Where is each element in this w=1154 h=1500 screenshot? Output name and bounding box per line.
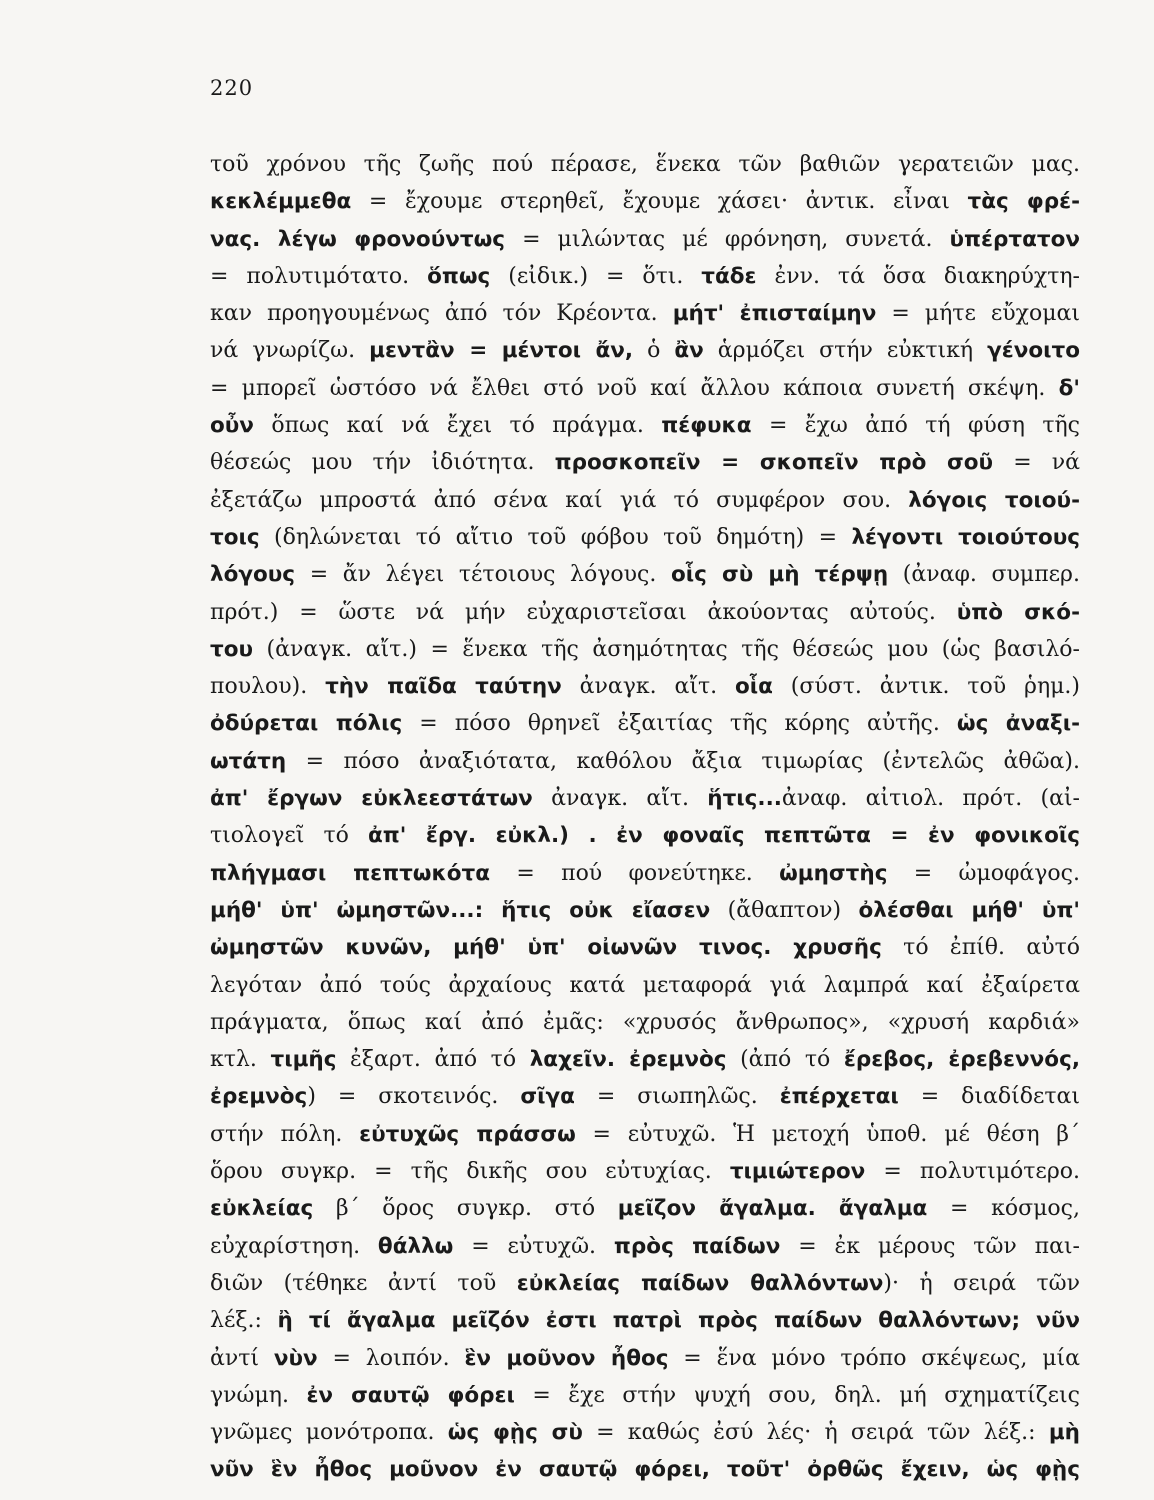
- gloss-text: = μπορεῖ ὡστόσο νά ἔλθει στό νοῦ καί ἄλλου κάποια συνετή σκέψη.: [210, 375, 1059, 401]
- gloss-text: νά γνωρίζω.: [210, 338, 370, 364]
- bold-lemma: πλήγμασι πεπτωκότα: [210, 860, 491, 886]
- bold-lemma: του: [210, 636, 254, 662]
- gloss-text: στήν πόλη.: [210, 1121, 360, 1147]
- gloss-text: = μιλώντας μέ φρόνηση, συνετά.: [505, 226, 950, 252]
- gloss-text: κτλ.: [210, 1047, 271, 1073]
- bold-lemma: ὠμηστῶν κυνῶν, μήθ' ὑπ' οἰωνῶν τινος. χρυσῆς: [210, 935, 882, 961]
- text-line: [210, 407, 1080, 444]
- gloss-text: ἐξετάζω μπροστά ἀπό σένα καί γιά τό συμφέρον σου.: [210, 487, 909, 513]
- bold-lemma: ὡς ἀναξι-: [956, 711, 1080, 737]
- text-line: [210, 817, 1080, 854]
- gloss-text: = ὠμοφάγος.: [887, 860, 1080, 886]
- gloss-text: διῶν (τέθηκε ἀντί τοῦ: [210, 1270, 517, 1296]
- bold-lemma: ἂν: [674, 338, 704, 364]
- bold-lemma: εὐκλείας: [210, 1196, 314, 1222]
- gloss-text: τό ἐπίθ. αὐτό: [881, 935, 1080, 961]
- gloss-text: = πολυτιμότατο.: [210, 263, 428, 289]
- gloss-text: = ἕνα μόνο τρόπο σκέψεως, μία: [668, 1345, 1080, 1371]
- bold-lemma: ὠμηστὴς: [779, 860, 888, 886]
- text-line: [210, 1414, 1080, 1451]
- bold-lemma: λέγοντι τοιούτους: [851, 524, 1080, 550]
- gloss-text: ἀντί: [210, 1345, 274, 1371]
- gloss-text: = μήτε εὔχομαι: [876, 301, 1080, 327]
- text-line: [210, 1004, 1080, 1041]
- gloss-text: = ἔχουμε στερηθεῖ, ἔχουμε χάσει· ἀντικ. εἶναι: [351, 189, 968, 215]
- text-line: [210, 482, 1080, 519]
- text-line: [210, 1340, 1080, 1377]
- text-line: [210, 929, 1080, 966]
- gloss-text: ὅπως καί νά ἔχει τό πράγμα.: [253, 413, 662, 439]
- text-line: [210, 370, 1080, 407]
- bold-lemma: λόγους: [210, 562, 296, 588]
- text-line: [210, 1451, 1080, 1488]
- bold-lemma: ἔρεβος, ἐρεβεννός,: [843, 1047, 1080, 1073]
- gloss-text: πρότ.) = ὥστε νά μήν εὐχαριστεῖσαι ἀκούοντας αὐτούς.: [210, 599, 957, 625]
- bold-lemma: νας. λέγω φρονούντως: [210, 226, 506, 252]
- gloss-text: ἀναφ. αἰτιολ. πρότ. (αἰ-: [781, 786, 1080, 812]
- bold-lemma: γένοιτο: [987, 338, 1080, 364]
- gloss-text: = λοιπόν.: [317, 1345, 465, 1371]
- gloss-text: ἐξαρτ. ἀπό τό: [336, 1047, 530, 1073]
- commentary-text: [210, 146, 1080, 1489]
- text-line: [210, 556, 1080, 593]
- text-line: [210, 1041, 1080, 1078]
- gloss-text: = ἄν λέγει τέτοιους λόγους.: [295, 562, 671, 588]
- text-line: [210, 1190, 1080, 1227]
- bold-lemma: μεῖζον ἄγαλμα. ἄγαλμα: [617, 1196, 928, 1222]
- gloss-text: λέξ.:: [210, 1308, 278, 1334]
- bold-lemma: ἥτις...: [707, 786, 782, 812]
- bold-lemma: ὀδύρεται πόλις: [210, 711, 403, 737]
- gloss-text: = πολυτιμότερο.: [865, 1159, 1080, 1185]
- bold-lemma: τὰς φρέ-: [967, 189, 1080, 215]
- bold-lemma: προσκοπεῖν = σκοπεῖν πρὸ σοῦ: [554, 450, 994, 476]
- bold-lemma: ἐπέρχεται: [779, 1084, 899, 1110]
- bold-lemma: τὴν παῖδα ταύτην: [325, 674, 562, 700]
- bold-lemma: σῖγα: [520, 1084, 575, 1110]
- gloss-text: γνῶμες μονότροπα.: [210, 1420, 448, 1446]
- text-line: [210, 594, 1080, 631]
- text-line: [210, 1078, 1080, 1115]
- gloss-text: β΄ ὅρος συγκρ. στό: [313, 1196, 618, 1222]
- gloss-text: ἁρμόζει στήν εὐκτική: [703, 338, 988, 364]
- gloss-text: = πόσο ἀναξιότατα, καθόλου ἄξια τιμωρίας (ἐντελῶς ἀθῶα).: [286, 748, 1080, 774]
- bold-lemma: εὐκλείας παίδων θαλλόντων: [516, 1270, 884, 1296]
- gloss-text: (ἄθαπτον): [710, 897, 859, 923]
- gloss-text: (εἰδικ.) = ὅτι.: [490, 263, 702, 289]
- gloss-text: )· ἡ σειρά τῶν: [883, 1270, 1080, 1296]
- bold-lemma: πέφυκα: [661, 413, 752, 439]
- text-line: [210, 332, 1080, 369]
- bold-lemma: οἷα: [734, 674, 773, 700]
- text-line: [210, 780, 1080, 817]
- bold-lemma: ἐν σαυτῷ φόρει: [306, 1382, 515, 1408]
- text-line: [210, 855, 1080, 892]
- bold-lemma: τοις: [210, 524, 260, 550]
- bold-lemma: λαχεῖν. ἐρεμνὸς: [529, 1047, 727, 1073]
- bold-lemma: νὺν: [273, 1345, 318, 1371]
- text-line: [210, 1302, 1080, 1339]
- bold-lemma: ὑπὸ σκό-: [956, 599, 1080, 625]
- bold-lemma: ὅπως: [427, 263, 491, 289]
- bold-lemma: ἀπ' ἔργ. εὐκλ.) . ἐν φοναῖς πεπτῶτα = ἐν φονικοῖς: [367, 823, 1080, 849]
- text-line: [210, 1377, 1080, 1414]
- bold-lemma: λόγοις τοιού-: [908, 487, 1080, 513]
- text-line: [210, 146, 1080, 183]
- text-line: [210, 295, 1080, 332]
- gloss-text: πουλου).: [210, 674, 326, 700]
- gloss-text: (ἀπό τό: [726, 1047, 844, 1073]
- bold-lemma: δ': [1058, 375, 1080, 401]
- gloss-text: = διαδίδεται: [898, 1084, 1080, 1110]
- gloss-text: = κόσμος,: [927, 1196, 1080, 1222]
- gloss-text: = εὐτυχῶ. Ἡ μετοχή ὑποθ. μέ θέση β΄: [575, 1121, 1080, 1147]
- gloss-text: = πόσο θρηνεῖ ἐξαιτίας τῆς κόρης αὐτῆς.: [402, 711, 957, 737]
- bold-lemma: θάλλω: [377, 1233, 454, 1259]
- bold-lemma: ὀλέσθαι μήθ' ὑπ': [858, 897, 1080, 923]
- text-line: [210, 668, 1080, 705]
- gloss-text: θέσεώς μου τήν ἰδιότητα.: [210, 450, 555, 476]
- gloss-text: ) = σκοτεινός.: [307, 1084, 521, 1110]
- bold-lemma: ἢ τί ἄγαλμα μεῖζόν ἐστι πατρὶ πρὸς παίδων θαλλόντων; νῦν: [277, 1308, 1080, 1334]
- gloss-text: = ἐκ μέρους τῶν παι-: [780, 1233, 1080, 1259]
- bold-lemma: ὑπέρτατον: [949, 226, 1080, 252]
- text-line: [210, 1153, 1080, 1190]
- text-line: [210, 705, 1080, 742]
- text-line: [210, 892, 1080, 929]
- gloss-text: = καθώς ἐσύ λές· ἡ σειρά τῶν λέξ.:: [582, 1420, 1049, 1446]
- gloss-text: ἀναγκ. αἴτ.: [561, 674, 735, 700]
- gloss-text: ὅρου συγκρ. = τῆς δικῆς σου εὐτυχίας.: [210, 1159, 730, 1185]
- bold-lemma: τιμῆς: [270, 1047, 337, 1073]
- bold-lemma: ἓν μοῦνον ἦθος: [464, 1345, 669, 1371]
- bold-lemma: οἷς σὺ μὴ τέρψῃ: [670, 562, 889, 588]
- gloss-text: (σύστ. ἀντικ. τοῦ ῥημ.): [772, 674, 1080, 700]
- gloss-text: = πού φονεύτηκε.: [490, 860, 780, 886]
- text-line: [210, 258, 1080, 295]
- bold-lemma: οὖν: [210, 413, 254, 439]
- bold-lemma: τάδε: [701, 263, 757, 289]
- bold-lemma: ἐρεμνὸς: [210, 1084, 308, 1110]
- bold-lemma: ωτάτη: [210, 748, 287, 774]
- bold-lemma: ὡς φῂς σὺ: [447, 1420, 583, 1446]
- text-line: [210, 967, 1080, 1004]
- text-line: [210, 183, 1080, 220]
- gloss-text: ὁ: [633, 338, 675, 364]
- gloss-text: λεγόταν ἀπό τούς ἀρχαίους κατά μεταφορά γιά λαμπρά καί ἐξαίρετα: [210, 972, 1080, 998]
- gloss-text: (ἀναφ. συμπερ.: [888, 562, 1080, 588]
- gloss-text: τιολογεῖ τό: [210, 823, 368, 849]
- gloss-text: τοῦ χρόνου τῆς ζωῆς πού πέρασε, ἕνεκα τῶν βαθιῶν γερατειῶν μας.: [210, 152, 1080, 177]
- gloss-text: = νά: [993, 450, 1080, 476]
- gloss-text: = ἔχε στήν ψυχή σου, δηλ. μή σχηματίζεις: [514, 1382, 1080, 1408]
- bold-lemma: ἀπ' ἔργων εὐκλεεστάτων: [210, 786, 533, 812]
- gloss-text: = ἔχω ἀπό τή φύση τῆς: [751, 413, 1080, 439]
- gloss-text: εὐχαρίστηση.: [210, 1233, 378, 1259]
- gloss-text: ἀναγκ. αἴτ.: [532, 786, 708, 812]
- text-line: [210, 1228, 1080, 1265]
- gloss-text: καν προηγουμένως ἀπό τόν Κρέοντα.: [210, 301, 673, 327]
- bold-lemma: μήθ' ὑπ' ὠμηστῶν...: ἥτις οὐκ εἴασεν: [210, 897, 711, 923]
- gloss-text: = σιωπηλῶς.: [574, 1084, 780, 1110]
- gloss-text: πράγματα, ὅπως καί ἀπό ἐμᾶς: «χρυσός ἄνθρωπος», «χρυσή καρδιά»: [210, 1009, 1080, 1035]
- gloss-text: (ἀναγκ. αἴτ.) = ἕνεκα τῆς ἀσημότητας τῆς θέσεώς μου (ὡς βασιλό-: [253, 636, 1080, 662]
- text-line: [210, 221, 1080, 258]
- text-line: [210, 1265, 1080, 1302]
- gloss-text: (δηλώνεται τό αἴτιο τοῦ φόβου τοῦ δημότη) =: [259, 524, 852, 550]
- bold-lemma: τιμιώτερον: [729, 1159, 866, 1185]
- text-line: [210, 444, 1080, 481]
- bold-lemma: εὐτυχῶς πράσσω: [359, 1121, 576, 1147]
- text-line: [210, 1116, 1080, 1153]
- gloss-text: = εὐτυχῶ.: [453, 1233, 614, 1259]
- text-line: [210, 519, 1080, 556]
- bold-lemma: μήτ' ἐπισταίμην: [672, 301, 877, 327]
- gloss-text: γνώμη.: [210, 1382, 307, 1408]
- text-line: [210, 631, 1080, 668]
- bold-lemma: μεντἂν = μέντοι ἄν,: [369, 338, 634, 364]
- bold-lemma: πρὸς παίδων: [613, 1233, 781, 1259]
- gloss-text: ἐνν. τά ὅσα διακηρύχτη-: [756, 263, 1080, 289]
- text-line: [210, 743, 1080, 780]
- bold-lemma: μὴ: [1048, 1420, 1080, 1446]
- bold-lemma: κεκλέμμεθα: [210, 189, 352, 215]
- page-number: 220: [210, 76, 254, 100]
- bold-lemma: νῦν ἓν ἦθος μοῦνον ἐν σαυτῷ φόρει, τοῦτ' ὀρθῶς ἔχειν, ὡς φῂς: [210, 1457, 1080, 1483]
